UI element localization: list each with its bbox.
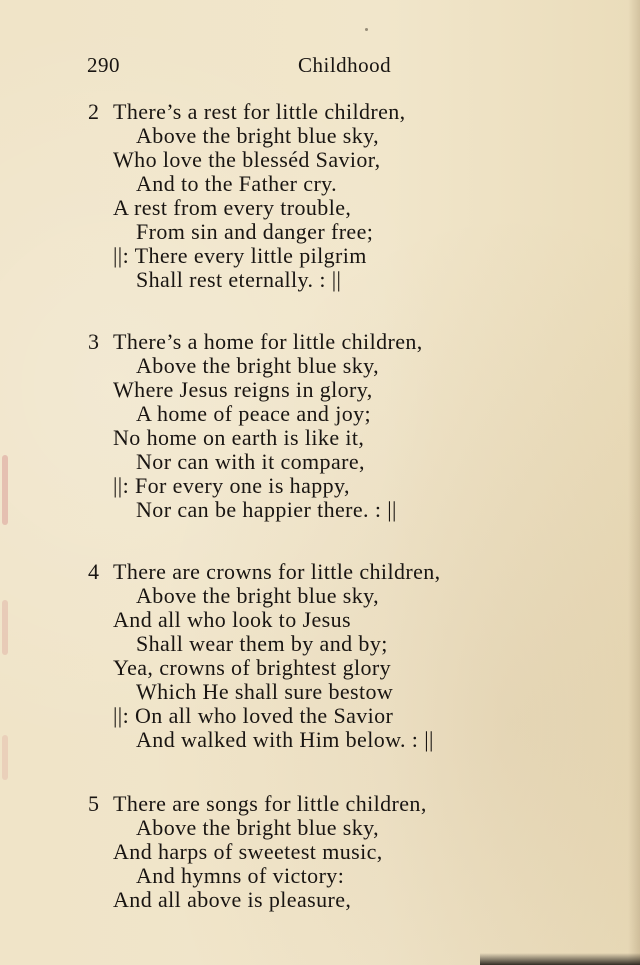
page-edge-stain bbox=[2, 455, 8, 525]
stanza-line: And walked with Him below. : || bbox=[136, 727, 434, 752]
stanza-line: A rest from every trouble, bbox=[113, 195, 352, 220]
stanza-line bbox=[88, 792, 518, 816]
stanza-line: Above the bright blue sky, bbox=[136, 353, 379, 378]
line-text: There are crowns for little children, bbox=[113, 559, 441, 584]
running-head-title: Childhood bbox=[298, 53, 392, 77]
line-text: There’s a home for little children, bbox=[113, 329, 423, 354]
stanza-line: And harps of sweetest music, bbox=[113, 839, 383, 864]
page-edge-stain bbox=[2, 735, 8, 780]
stanza-line: From sin and danger free; bbox=[136, 219, 374, 244]
line-text: There’s a rest for little children, bbox=[113, 99, 406, 124]
stanza-line: Above the bright blue sky, bbox=[136, 123, 379, 148]
stanza-line: Shall rest eternally. : || bbox=[136, 267, 342, 292]
stanza-line bbox=[88, 330, 518, 354]
stanza-line: Above the bright blue sky, bbox=[136, 583, 379, 608]
stanza-line: Where Jesus reigns in glory, bbox=[113, 377, 373, 402]
stanza-line: And hymns of victory: bbox=[136, 863, 345, 888]
stanza-5 bbox=[88, 792, 518, 912]
stanza-line: Which He shall sure bestow bbox=[136, 679, 394, 704]
stanza-line: And all above is pleasure, bbox=[113, 887, 352, 912]
page-gutter-shadow bbox=[628, 0, 640, 965]
stanza-line: Above the bright blue sky, bbox=[136, 815, 379, 840]
stanza-number: 3 bbox=[88, 329, 100, 354]
ink-speck bbox=[365, 28, 368, 31]
stanza-line bbox=[88, 100, 518, 124]
stanza-line: ||: On all who loved the Savior bbox=[113, 703, 394, 728]
stanza-line: Nor can be happier there. : || bbox=[136, 497, 397, 522]
stanza-line: Yea, crowns of brightest glory bbox=[113, 655, 392, 680]
stanza-2 bbox=[88, 100, 518, 292]
line-text: There are songs for little children, bbox=[113, 791, 427, 816]
stanza-line: And all who look to Jesus bbox=[113, 607, 351, 632]
stanza-line: Nor can with it compare, bbox=[136, 449, 365, 474]
page-bottom-edge-shadow bbox=[480, 953, 640, 965]
stanza-line: ||: There every little pilgrim bbox=[113, 243, 367, 268]
stanza-line bbox=[88, 560, 518, 584]
stanza-line: And to the Father cry. bbox=[136, 171, 338, 196]
stanza-line: A home of peace and joy; bbox=[136, 401, 372, 426]
stanza-line: Shall wear them by and by; bbox=[136, 631, 388, 656]
page-number: 290 bbox=[87, 53, 120, 77]
stanza-line: No home on earth is like it, bbox=[113, 425, 365, 450]
stanza-3 bbox=[88, 330, 518, 522]
stanza-4 bbox=[88, 560, 518, 752]
stanza-line: ||: For every one is happy, bbox=[113, 473, 350, 498]
stanza-number: 2 bbox=[88, 99, 100, 124]
stanza-number: 4 bbox=[88, 559, 100, 584]
stanza-number: 5 bbox=[88, 791, 100, 816]
stanza-line: Who love the blesséd Savior, bbox=[113, 147, 381, 172]
page-edge-stain bbox=[2, 600, 8, 655]
